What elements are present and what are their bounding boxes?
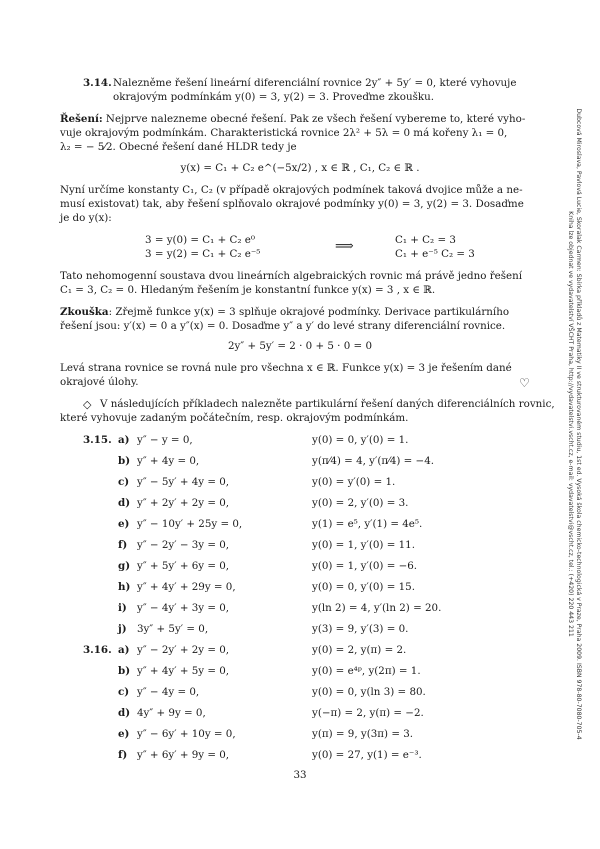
exercise-conditions: y(0) = 2, y(π) = 2. — [312, 644, 407, 656]
exercise-equation: y″ + 4y′ + 29y = 0, — [137, 581, 236, 593]
exercise-equation: y″ − 10y′ + 25y = 0, — [137, 518, 243, 530]
problem-text-line: okrajovým podmínkám y(0) = 3, y(2) = 3. Proveďme zkoušku. — [113, 91, 435, 103]
exercise-number-316: 3.16. — [83, 644, 112, 656]
exercise-conditions: y(0) = e⁴ᵖ, y(2π) = 1. — [312, 665, 421, 677]
exercise-label: j) — [118, 623, 127, 635]
exercise-equation: y″ − y = 0, — [137, 434, 193, 446]
exercise-label: c) — [118, 476, 130, 488]
exercise-label: h) — [118, 581, 131, 593]
exercise-conditions: y(0) = 0, y′(0) = 15. — [312, 581, 415, 593]
diamond-icon: ◇ — [83, 398, 92, 411]
solution-text: Nejprve nalezneme obecné řešení. Pak ze všech řešení vybereme to, které vyho- — [102, 113, 526, 125]
solution-line — [60, 113, 525, 126]
exercise-conditions: y(π⁄4) = 4, y′(π⁄4) = −4. — [312, 455, 435, 467]
solution-line: Nyní určíme konstanty C₁, C₂ (v případě okrajových podmínek taková dvojice může a ne- — [60, 184, 523, 196]
exercise-label: b) — [118, 665, 131, 677]
exercise-conditions: y(π) = 9, y(3π) = 3. — [312, 728, 414, 740]
check-line: Levá strana rovnice se rovná nule pro všechna x ∈ ℝ. Funkce y(x) = 3 je řešením dané — [60, 362, 512, 374]
system-right-eq1: C₁ + C₂ = 3 — [395, 234, 456, 246]
exercise-conditions: y(ln 2) = 4, y′(ln 2) = 20. — [312, 602, 442, 614]
solution-line: je do y(x): — [60, 212, 112, 224]
exercise-label: d) — [118, 707, 131, 719]
exercise-equation: y″ − 4y = 0, — [137, 686, 200, 698]
exercise-equation: y″ + 2y′ + 2y = 0, — [137, 497, 230, 509]
exercise-conditions: y(0) = 0, y′(0) = 1. — [312, 434, 409, 446]
exercise-label: f) — [118, 749, 128, 761]
page-number: 33 — [293, 769, 307, 781]
exercise-equation: y″ − 6y′ + 10y = 0, — [137, 728, 236, 740]
exercise-equation: y″ − 4y′ + 3y = 0, — [137, 602, 230, 614]
solution-line: C₁ = 3, C₂ = 0. Hledaným řešením je konstantní funkce y(x) = 3 , x ∈ ℝ. — [60, 284, 436, 296]
exercise-label: a) — [118, 644, 130, 656]
check-label: Zkouška — [60, 306, 109, 318]
check-text: : Zřejmě funkce y(x) = 3 splňuje okrajové podmínky. Derivace partikulárního — [108, 306, 510, 318]
exercise-conditions: y(0) = 0, y(ln 3) = 80. — [312, 686, 426, 698]
general-solution-formula: y(x) = C₁ + C₂ e^(−5x/2) , x ∈ ℝ , C₁, C₂ ∈ ℝ . — [180, 162, 420, 174]
exercise-equation: y″ + 4y′ + 5y = 0, — [137, 665, 230, 677]
exercise-label: e) — [118, 728, 130, 740]
solution-label: Řešení: — [60, 113, 103, 125]
end-of-solution-heart-icon: ♡ — [519, 376, 530, 390]
problem-text-line: Nalezněme řešení lineární diferenciální rovnice 2y″ + 5y′ = 0, které vyhovuje — [113, 77, 517, 89]
exercise-label: e) — [118, 518, 130, 530]
exercise-equation: y″ + 6y′ + 9y = 0, — [137, 749, 230, 761]
exercise-equation: y″ − 2y′ + 2y = 0, — [137, 644, 230, 656]
exercise-conditions: y(3) = 9, y′(3) = 0. — [312, 623, 409, 635]
exercise-equation: y″ − 5y′ + 4y = 0, — [137, 476, 230, 488]
exercise-label: i) — [118, 602, 127, 614]
exercise-label: a) — [118, 434, 130, 446]
exercise-label: g) — [118, 560, 131, 572]
sidebar-contact: Kniha lze objednat ve vydavatelství VŠCHT Praha, http://vydavatelstvi.vscht.cz, e-mail: vydavatelstvi@vscht.cz, tel.: (+420) 220 443 211 — [567, 211, 574, 637]
exercise-conditions: y(0) = y′(0) = 1. — [312, 476, 396, 488]
instruction-line: které vyhovuje zadaným počátečním, resp. okrajovým podmínkám. — [60, 412, 409, 424]
check-formula: 2y″ + 5y′ = 2 · 0 + 5 · 0 = 0 — [227, 340, 372, 352]
check-line: řešení jsou: y′(x) = 0 a y″(x) = 0. Dosaďme y″ a y′ do levé strany diferenciální rovnice. — [60, 320, 506, 332]
exercise-conditions: y(1) = e⁵, y′(1) = 4e⁵. — [312, 518, 423, 530]
exercise-equation: 4y″ + 9y = 0, — [137, 707, 206, 719]
system-left-eq2: 3 = y(2) = C₁ + C₂ e⁻⁵ — [145, 248, 261, 260]
exercise-label: c) — [118, 686, 130, 698]
exercise-conditions: y(0) = 1, y′(0) = −6. — [312, 560, 418, 572]
check-line — [60, 306, 509, 319]
solution-line: λ₂ = − 5⁄2. Obecné řešení dané HLDR tedy je — [60, 141, 297, 153]
solution-line: Tato nehomogenní soustava dvou lineárních algebraických rovnic má právě jedno řešení — [60, 270, 523, 282]
exercise-equation: y″ + 5y′ + 6y = 0, — [137, 560, 230, 572]
system-left-eq1: 3 = y(0) = C₁ + C₂ e⁰ — [145, 234, 255, 246]
solution-line: musí existovat) tak, aby řešení splňovalo okrajové podmínky y(0) = 3, y(2) = 3. Dosaďme — [60, 198, 524, 210]
sidebar-citation: Dubcová Miroslava, Pavlová Lucie, Skoralak Carmen: Sbírka příkladů z Matematiky II ve strukturovaném studiu, 1st ed. Vysoká škola chemicko-technologická v Praze, Praha 2009. ISBN 978-80-7080-705-4 — [575, 108, 582, 740]
exercise-number-315: 3.15. — [83, 434, 112, 446]
exercise-conditions: y(0) = 27, y(1) = e⁻³. — [312, 749, 422, 761]
system-right-eq2: C₁ + e⁻⁵ C₂ = 3 — [395, 248, 475, 260]
exercise-label: b) — [118, 455, 131, 467]
problem-number-314: 3.14. — [83, 77, 112, 89]
exercise-equation: y″ + 4y = 0, — [137, 455, 200, 467]
exercise-equation: 3y″ + 5y′ = 0, — [137, 623, 209, 635]
exercise-conditions: y(0) = 2, y′(0) = 3. — [312, 497, 409, 509]
solution-line: vuje okrajovým podmínkám. Charakteristická rovnice 2λ² + 5λ = 0 má kořeny λ₁ = 0, — [60, 127, 508, 139]
exercise-label: d) — [118, 497, 131, 509]
exercise-label: f) — [118, 539, 128, 551]
exercise-conditions: y(0) = 1, y′(0) = 11. — [312, 539, 415, 551]
implies-arrow: ⟹ — [335, 239, 354, 254]
exercise-equation: y″ − 2y′ − 3y = 0, — [137, 539, 230, 551]
exercise-conditions: y(−π) = 2, y(π) = −2. — [312, 707, 424, 719]
instruction-line: V následujících příkladech nalezněte partikulární řešení daných diferenciálních rovnic, — [100, 398, 555, 410]
check-line: okrajové úlohy. — [60, 376, 139, 388]
